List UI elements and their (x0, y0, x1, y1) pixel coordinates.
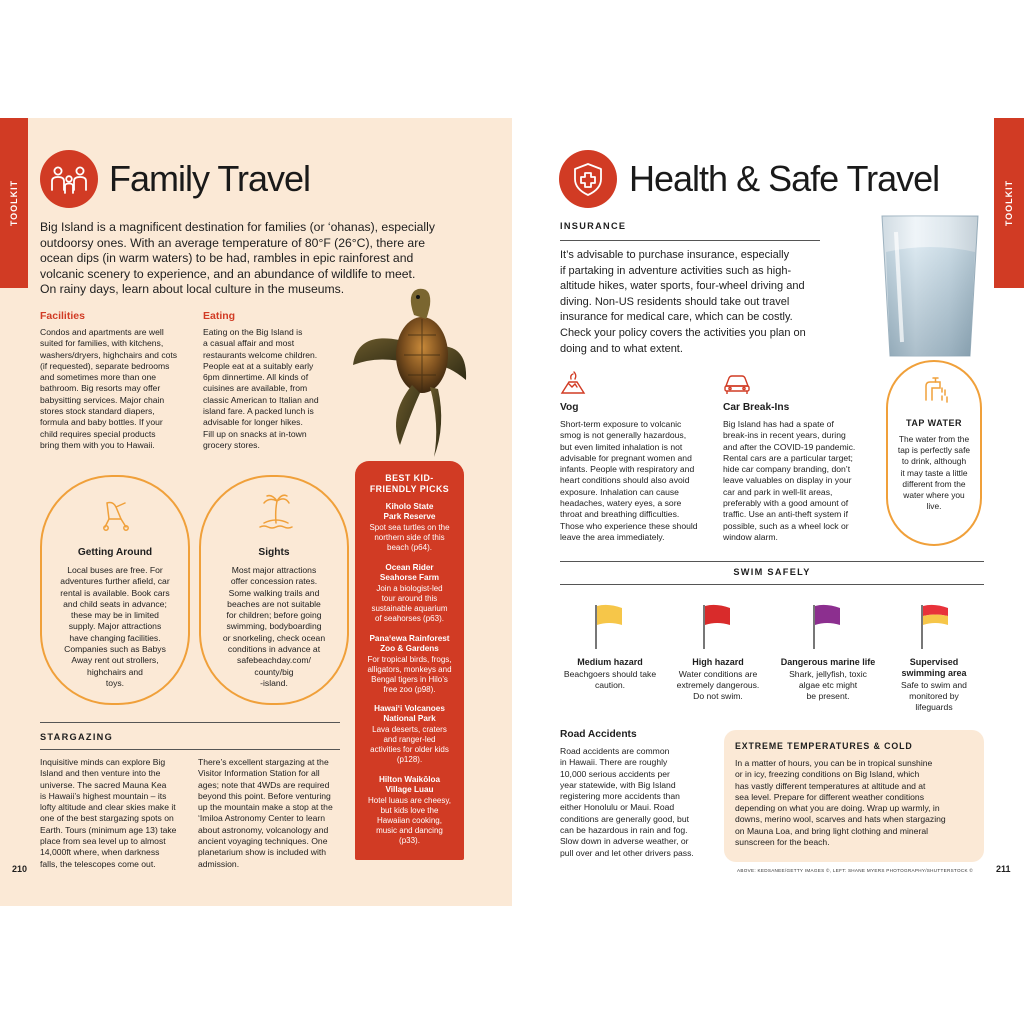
text-line: falls, the telescopes come out. (40, 858, 156, 869)
text-line: insurance for medical care, which can be costly. (560, 311, 793, 324)
text-line: Island and then venture into the (40, 768, 161, 779)
tap-icon (918, 372, 954, 408)
text-line: break-ins in recent years, during (723, 430, 846, 441)
text-line: cuisines are available, from (203, 383, 308, 394)
car-breakins-text (723, 419, 888, 543)
text-line: advisable for pregnant women and (560, 452, 692, 463)
red-flag-icon (700, 603, 734, 651)
text-line: (if requested), separate bedrooms (40, 360, 170, 371)
text-line: stores stock standard diapers, (40, 406, 155, 417)
pick-title-line: Hilton Waikōloa (378, 775, 441, 784)
pick-title-line: National Park (383, 714, 436, 723)
extreme-temperatures-title: EXTREME TEMPERATURES & COLD (735, 741, 913, 751)
text-line: Safe to swim and (901, 680, 967, 690)
pick-body (358, 725, 461, 765)
text-line: altitude hikes, water sports, four-wheel driving and (560, 280, 805, 293)
pick-title (358, 634, 461, 654)
text-line: Away rent out strollers, (71, 655, 159, 666)
text-line: to drink, although (901, 456, 967, 467)
text-line: diving. Non-US residents should take out travel (560, 295, 790, 308)
text-line: and child seats in advance; (63, 598, 167, 609)
flag-title: Dangerous marine life (780, 657, 876, 667)
pick-body-line: Join a biologist-led (376, 584, 443, 593)
divider (40, 722, 340, 723)
toolkit-tab-left[interactable] (0, 118, 28, 288)
text-line: suited for families, with kitchens, (40, 338, 164, 349)
text-line: leave the area immediately. (560, 531, 665, 542)
text-line: admission. (198, 858, 240, 869)
text-line: can be hazardous in rain and fog. (560, 825, 688, 836)
text-line: and after the COVID-19 pandemic. (723, 441, 856, 452)
pick-title-line: Park Reserve (383, 512, 436, 521)
kid-friendly-picks-panel (355, 461, 464, 860)
sights-card (199, 475, 349, 705)
text-line: 14,000ft where, when darkness (40, 847, 160, 858)
text-line: Short-term exposure to volcanic (560, 419, 682, 429)
text-line: Those who experience these should (560, 520, 698, 531)
pick-title (358, 563, 461, 583)
text-line: has vastly different temperatures at altitude and at (735, 780, 926, 791)
text-line: up the mountain make a stop at the (198, 802, 333, 813)
picks-header-line: BEST KID- (385, 473, 434, 483)
pick-body-line: Hotel luaus are cheesy, (367, 796, 451, 805)
text-line: ages; note that 4WDs are required (198, 779, 330, 790)
text-line: Rental cars are a particular target; (723, 452, 853, 463)
text-line: bathroom. Big resorts may offer (40, 383, 161, 394)
pick-body-line: For tropical birds, frogs, (367, 655, 452, 664)
pick-body-line: Bengal tigers in Hilo’s (371, 675, 448, 684)
text-line: highchairs and (87, 666, 143, 677)
text-line: county/big (254, 666, 294, 677)
pick-body-line: (p33). (399, 836, 420, 845)
eating-text (203, 327, 353, 451)
text-line: Visitor Information Station for all (198, 768, 320, 779)
pick-body (358, 655, 461, 695)
picks-header-line: FRIENDLY PICKS (369, 484, 450, 494)
text-line: supply. Major attractions (68, 621, 162, 632)
pick-body-line: Spot sea turtles on the (369, 523, 450, 532)
shield-cross-icon (559, 150, 617, 208)
flag-caption-marine-life (772, 657, 884, 702)
text-line: adventures further afield, car (60, 576, 170, 587)
pick-title-line: Ocean Rider (385, 563, 434, 572)
pick-title (358, 775, 461, 795)
text-line: toys. (105, 677, 125, 688)
pick-body-line: (p128). (396, 755, 423, 764)
text-line: Big Island has had a spate of (723, 419, 834, 429)
text-line: for children; before going (226, 610, 322, 621)
text-line: heart conditions should also avoid (560, 475, 690, 486)
extreme-temperatures-box (724, 730, 984, 862)
flag-title: Medium hazard (577, 657, 643, 667)
volcano-icon (560, 370, 586, 396)
pick-title-line: Village Luau (385, 785, 434, 794)
text-line: Inquisitive minds can explore Big (40, 757, 166, 767)
text-line: smog is not generally hazardous, (560, 430, 687, 441)
pick-title (358, 704, 461, 724)
text-line: Beachgoers should take (563, 669, 657, 679)
text-line: rental is available. Book cars (60, 587, 170, 598)
text-line: preferably with a good amount of (723, 498, 849, 509)
extreme-temperatures-text (735, 758, 980, 848)
pick-body (358, 584, 461, 624)
pick-body-line: but kids love the (380, 806, 439, 815)
text-line: offer concession rates. (230, 576, 318, 587)
text-line: traffic. Use an anti-theft system if (723, 509, 848, 520)
text-line: Most major attractions (231, 565, 317, 575)
text-line: place from sea level up to almost (40, 836, 166, 847)
intro-line: volcanic scenery to experience, and an abundance of wildlife to meet. (40, 266, 416, 281)
text-line: tap is perfectly safe (897, 445, 971, 456)
photo-credit: ABOVE: KEDSANEE/GETTY IMAGES ©, LEFT: SHANE MYERS PHOTOGRAPHY/SHUTTERSTOCK © (737, 868, 974, 873)
text-line: beaches are not suitable (227, 598, 321, 609)
text-line: in Hawaii. There are roughly (560, 757, 668, 768)
flag-title: swimming area (901, 668, 967, 678)
insurance-title: INSURANCE (560, 221, 627, 231)
text-line: Do not swim. (693, 691, 743, 701)
divider (40, 749, 340, 750)
eating-title: Eating (203, 310, 236, 322)
pick-title-line: Zoo & Gardens (380, 644, 439, 653)
text-line: universe. The sacred Mauna Kea (40, 779, 167, 790)
intro-line: outdoorsy ones. With an average temperature of 80°F (26°C), there are (40, 235, 426, 250)
divider (560, 584, 984, 585)
text-line: doing and to what extent. (560, 342, 683, 355)
text-line: different from the (902, 478, 966, 489)
tap-water-text (894, 434, 974, 512)
text-line: or in icy, freezing conditions on Big Island, which (735, 769, 920, 780)
flag-caption-medium (556, 657, 664, 691)
road-accidents-title: Road Accidents (560, 729, 637, 740)
text-line: planetarium show is included with (198, 847, 327, 858)
pick-body-line: beach (p64). (387, 543, 432, 552)
text-line: -island. (260, 677, 288, 688)
text-line: and sometimes more than one (40, 372, 157, 383)
intro-line: ocean dips (in warm waters) to be had, rambles in epic rainforest and (40, 251, 414, 266)
flag-title: Supervised (909, 657, 959, 667)
yellow-flag-icon (592, 603, 626, 651)
text-line: conditions are generally good, but (560, 813, 689, 824)
text-line: In a matter of hours, you can be in tropical sunshine (735, 758, 933, 768)
getting-around-title: Getting Around (77, 547, 153, 558)
pick-title-line: Seahorse Farm (379, 573, 440, 582)
road-accidents-text (560, 746, 720, 859)
stargazing-title: STARGAZING (40, 732, 114, 742)
vog-text (560, 419, 725, 543)
intro-line: On rainy days, learn about local culture in the museums. (40, 282, 345, 297)
pick-title-line: Hawai‘i Volcanoes (374, 704, 445, 713)
text-line: exposure. Inhalation can cause (560, 486, 679, 497)
text-line: bring them with you to Hawaii. (40, 439, 155, 450)
pick-body-line: of seahorses (p63). (375, 614, 444, 623)
sights-text (211, 565, 337, 689)
text-line: conditions in advance at (227, 644, 321, 655)
text-line: be present. (806, 691, 850, 701)
text-line: water where you (903, 490, 965, 501)
text-line: beyond this point. Before venturing (198, 790, 331, 801)
text-line: People eat at a suitably early (203, 360, 314, 371)
text-line: Condos and apartments are well (40, 327, 164, 337)
page-number-left: 210 (12, 864, 28, 874)
text-line: island fare. A packed lunch is (203, 406, 314, 417)
tap-water-card (886, 360, 982, 546)
text-line: extremely dangerous. (676, 680, 760, 690)
text-line: is Hawaii’s highest mountain – its (40, 790, 167, 801)
car-breakins-title: Car Break-Ins (723, 402, 790, 413)
text-line: Water conditions are (678, 669, 758, 679)
text-line: restaurants welcome children. (203, 349, 318, 360)
text-line: Eating on the Big Island is (203, 327, 303, 337)
text-line: window alarm. (723, 531, 778, 542)
text-line: hide car company branding, don’t (723, 464, 851, 475)
pick-body (358, 796, 461, 846)
text-line: ‘Imiloa Astronomy Center to learn (198, 813, 326, 824)
red-yellow-flag-icon (918, 603, 952, 651)
palm-island-icon (256, 491, 296, 531)
pick-body-line: activities for older kids (370, 745, 449, 754)
text-line: Road accidents are common (560, 746, 670, 756)
stargazing-text-col1 (40, 757, 195, 870)
pick-body-line: alligators, monkeys and (367, 665, 452, 674)
pick-body-line: Hawaiian cooking, (377, 816, 442, 825)
text-line: Local buses are free. For (67, 565, 163, 575)
text-line: headaches, watery eyes, a sore (560, 498, 682, 509)
text-line: leave valuables on display in your (723, 475, 852, 486)
text-line: Some walking trails and (228, 587, 320, 598)
page-number-right: 211 (996, 864, 1011, 874)
text-line: safebeachday.com/ (237, 655, 311, 666)
pick-body-line: sustainable aquarium (371, 604, 448, 613)
text-line: Slow down in adverse weather, or (560, 836, 689, 847)
text-line: registering more accidents than (560, 791, 680, 802)
pick-body-line: northern side of this (374, 533, 445, 542)
text-line: pull over and let other drivers pass. (560, 847, 694, 858)
text-line: classic American to Italian and (203, 394, 319, 405)
text-line: babysitting services. Major chain (40, 394, 165, 405)
toolkit-tab-label: TOOLKIT (1004, 179, 1014, 227)
water-glass-photo (878, 212, 982, 360)
text-line: but even limited inhalation is not (560, 441, 683, 452)
swim-safely-title: SWIM SAFELY (733, 567, 811, 577)
pick-title-line: Kiholo State (385, 502, 434, 511)
toolkit-tab-label: TOOLKIT (9, 179, 19, 227)
picks-header (359, 473, 460, 495)
text-line: ancient voyaging techniques. One (198, 836, 328, 847)
vog-title: Vog (560, 402, 579, 413)
text-line: advisable for longer hikes. (203, 417, 303, 428)
text-line: live. (926, 501, 942, 512)
text-line: car and park in well-lit areas, (723, 486, 833, 497)
divider (560, 561, 984, 562)
text-line: downs, merino wool, scarves and hats when stargazing (735, 814, 946, 825)
facilities-title: Facilities (40, 310, 85, 322)
text-line: if partaking in adventure activities such as high- (560, 264, 792, 277)
stargazing-text-col2 (198, 757, 353, 870)
stroller-icon (99, 497, 135, 533)
pick-body-line: music and dancing (376, 826, 443, 835)
flag-caption-high (664, 657, 772, 702)
text-line: infants. People with respiratory and (560, 464, 695, 475)
pick-body-line: Lava deserts, craters (372, 725, 447, 734)
text-line: these may be in limited (71, 610, 159, 621)
text-line: There’s excellent stargazing at the (198, 757, 329, 767)
page-title: Health & Safe Travel (629, 158, 940, 199)
page-title: Family Travel (109, 158, 311, 199)
text-line: depending on what you are doing. Wrap up warmly, in (735, 803, 940, 814)
text-line: Shark, jellyfish, toxic (789, 669, 867, 679)
getting-around-card (40, 475, 190, 705)
text-line: it may taste a little (900, 467, 968, 478)
text-line: year statewide, with Big Island (560, 779, 676, 790)
sights-title: Sights (258, 547, 290, 558)
text-line: lofty altitude and clear skies make it (40, 802, 176, 813)
toolkit-tab-right[interactable] (994, 118, 1024, 288)
pick-body (358, 523, 461, 553)
text-line: Earth. Tours (minimum age 13) take (40, 824, 177, 835)
divider (560, 240, 820, 241)
text-line: washers/dryers, highchairs and cots (40, 349, 178, 360)
pick-title-line: Pana‘ewa Rainforest (369, 634, 450, 643)
text-line: algae etc might (798, 680, 858, 690)
text-line: It’s advisable to purchase insurance, especially (560, 249, 790, 261)
family-icon (40, 150, 98, 208)
text-line: have changing facilities. (69, 632, 161, 643)
purple-flag-icon (810, 603, 844, 651)
text-line: caution. (594, 680, 626, 690)
text-line: lifeguards (915, 702, 953, 712)
text-line: Companies such as Babys (64, 644, 166, 655)
text-line: sea level. Prepare for different weather conditions (735, 791, 925, 802)
text-line: 6pm dinnertime. All kinds of (203, 372, 309, 383)
text-line: about astronomy, volcanology and (198, 824, 329, 835)
text-line: a casual affair and most (203, 338, 295, 349)
text-line: either Honolulu or Maui. Road (560, 802, 675, 813)
tap-water-title: TAP WATER (906, 418, 962, 428)
facilities-text (40, 327, 200, 451)
text-line: sunscreen for the beach. (735, 837, 830, 848)
pick-body-line: and ranger-led (383, 735, 436, 744)
flag-caption-supervised (884, 657, 984, 713)
pick-body-line: free zoo (p98). (383, 685, 436, 694)
text-line: grocery stores. (203, 439, 260, 450)
text-line: possible, such as a wheel lock or (723, 520, 849, 531)
insurance-text (560, 248, 835, 357)
car-icon (722, 370, 752, 396)
sea-turtle-photo (348, 285, 472, 460)
text-line: monitored by (909, 691, 959, 701)
intro-line: Big Island is a magnificent destination for families (or ‘ohanas), especially (40, 220, 435, 234)
text-line: formula and baby bottles. If your (40, 417, 163, 428)
pick-title (358, 502, 461, 522)
text-line: throat and breathing difficulties. (560, 509, 680, 520)
flag-title: High hazard (692, 657, 744, 667)
text-line: or snorkeling, check ocean (222, 632, 326, 643)
text-line: Fill up on snacks at in-town (203, 428, 307, 439)
pick-body-line: tour around this (381, 594, 438, 603)
text-line: Check your policy covers the activities you plan on (560, 326, 806, 339)
getting-around-text (52, 565, 178, 689)
text-line: one of the best stargazing spots on (40, 813, 174, 824)
text-line: on Mauna Loa, and bring light clothing and mineral (735, 825, 929, 836)
text-line: The water from the (898, 434, 970, 444)
text-line: child requires special products (40, 428, 156, 439)
text-line: 10,000 serious accidents per (560, 768, 670, 779)
text-line: swimming, bodyboarding (226, 621, 322, 632)
